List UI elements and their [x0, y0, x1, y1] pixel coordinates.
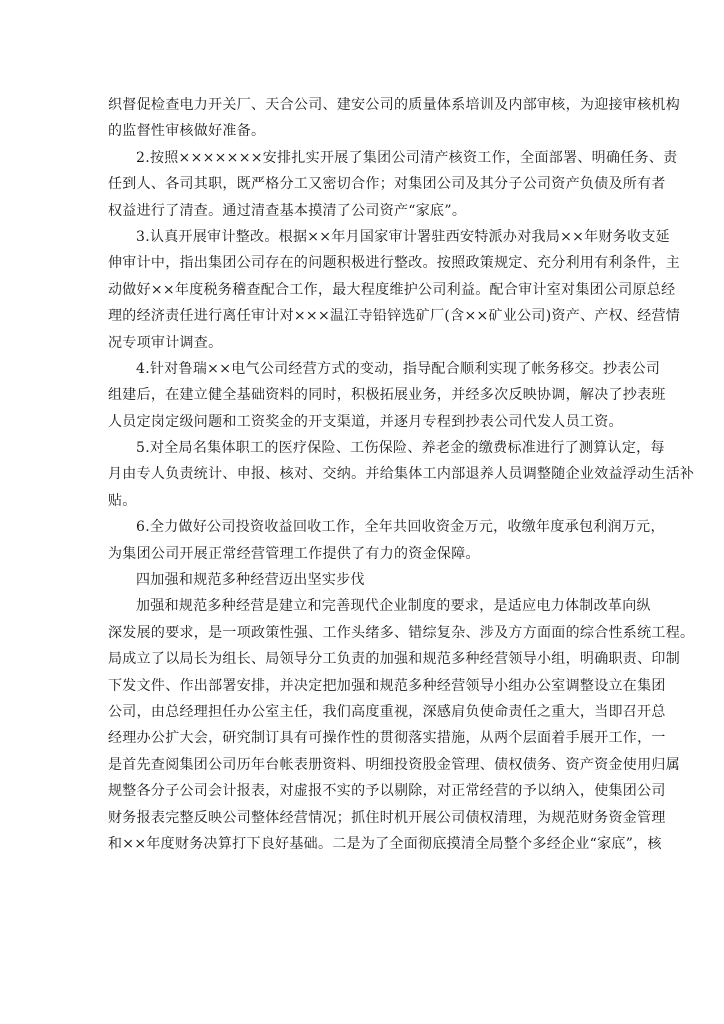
paragraph-line: 经理办公扩大会，研究制订具有可操作性的贯彻落实措施，从两个层面着手展开工作，一: [108, 730, 666, 747]
paragraph-line: 理的经济责任进行离任审计对×××温江寺铅锌选矿厂(含××矿业公司)资产、产权、经营情: [108, 308, 681, 325]
paragraph-line: 权益进行了清查。通过清查基本摸清了公司资产“家底”。: [108, 202, 467, 219]
paragraph-line: 和××年度财务决算打下良好基础。二是为了全面彻底摸清全局整个多经企业“家底”，核: [108, 835, 662, 852]
paragraph-line: 深发展的要求，是一项政策性强、工作头绪多、错综复杂、涉及方方面面的综合性系统工程。: [108, 624, 695, 641]
paragraph-line: 财务报表完整反映公司整体经营情况；抓住时机开展公司债权清理，为规范财务资金管理: [108, 809, 666, 826]
paragraph-line: 伸审计中，指出集团公司存在的问题积极进行整改。按照政策规定、充分利用有利条件，主: [108, 255, 680, 272]
section-heading: 四加强和规范多种经营迈出坚实步伐: [136, 572, 365, 589]
paragraph-line: 组建后，在建立健全基础资料的同时，积极拓展业务，并经多次反映协调，解决了抄表班: [108, 387, 666, 404]
paragraph-line: 任到人、各司其职，既严格分工又密切合作；对集团公司及其分子公司资产负债及所有者: [108, 176, 666, 193]
document-body: [108, 92, 695, 857]
paragraph-line: 3.认真开展审计整改。根据××年月国家审计署驻西安特派办对我局××年财务收支延: [136, 228, 670, 245]
paragraph-line: 织督促检查电力开关厂、天合公司、建安公司的质量体系培训及内部审核，为迎接审核机构: [108, 97, 680, 113]
paragraph-line: 规整各分子公司会计报表，对虚报不实的予以剔除，对正常经营的予以纳入，使集团公司: [108, 783, 666, 800]
paragraph-line: 贴。: [108, 492, 137, 509]
paragraph-line: 动做好××年度税务稽查配合工作，最大程度维护公司利益。配合审计室对集团公司原总经: [108, 281, 676, 298]
paragraph-line: 加强和规范多种经营是建立和完善现代企业制度的要求，是适应电力体制改革向纵: [136, 598, 651, 615]
paragraph-line: 4.针对鲁瑞××电气公司经营方式的变动，指导配合顺利实现了帐务移交。抄表公司: [136, 360, 661, 377]
paragraph-line: 5.对全局名集体职工的医疗保险、工伤保险、养老金的缴费标准进行了测算认定，每: [136, 440, 665, 457]
paragraph-line: 6.全力做好公司投资收益回收工作，全年共回收资金万元，收缴年度承包利润万元，: [136, 519, 665, 536]
paragraph-line: 公司，由总经理担任办公室主任，我们高度重视，深感肩负使命责任之重大，当即召开总: [108, 703, 666, 720]
paragraph-line: 况专项审计调查。: [108, 334, 223, 351]
paragraph-line: 月由专人负责统计、申报、核对、交纳。并给集体工内部退养人员调整随企业效益浮动生活补: [108, 466, 695, 483]
paragraph-line: 是首先查阅集团公司历年台帐表册资料、明细投资股金管理、债权债务、资产资金使用归属: [108, 756, 680, 773]
paragraph-line: 局成立了以局长为组长、局领导分工负责的加强和规范多种经营领导小组，明确职责、印制: [108, 651, 680, 668]
paragraph-line: 人员定岗定级问题和工资奖金的开支渠道，并逐月专程到抄表公司代发人员工资。: [108, 413, 623, 430]
paragraph-line: 下发文件、作出部署安排，并决定把加强和规范多种经营领导小组办公室调整设立在集团: [108, 677, 666, 694]
paragraph-line: 2.按照×××××××安排扎实开展了集团公司清产核资工作，全面部署、明确任务、责: [136, 149, 678, 166]
paragraph-line: 为集团公司开展正常经营管理工作提供了有力的资金保障。: [108, 545, 480, 562]
paragraph-line: 的监督性审核做好准备。: [108, 123, 266, 140]
